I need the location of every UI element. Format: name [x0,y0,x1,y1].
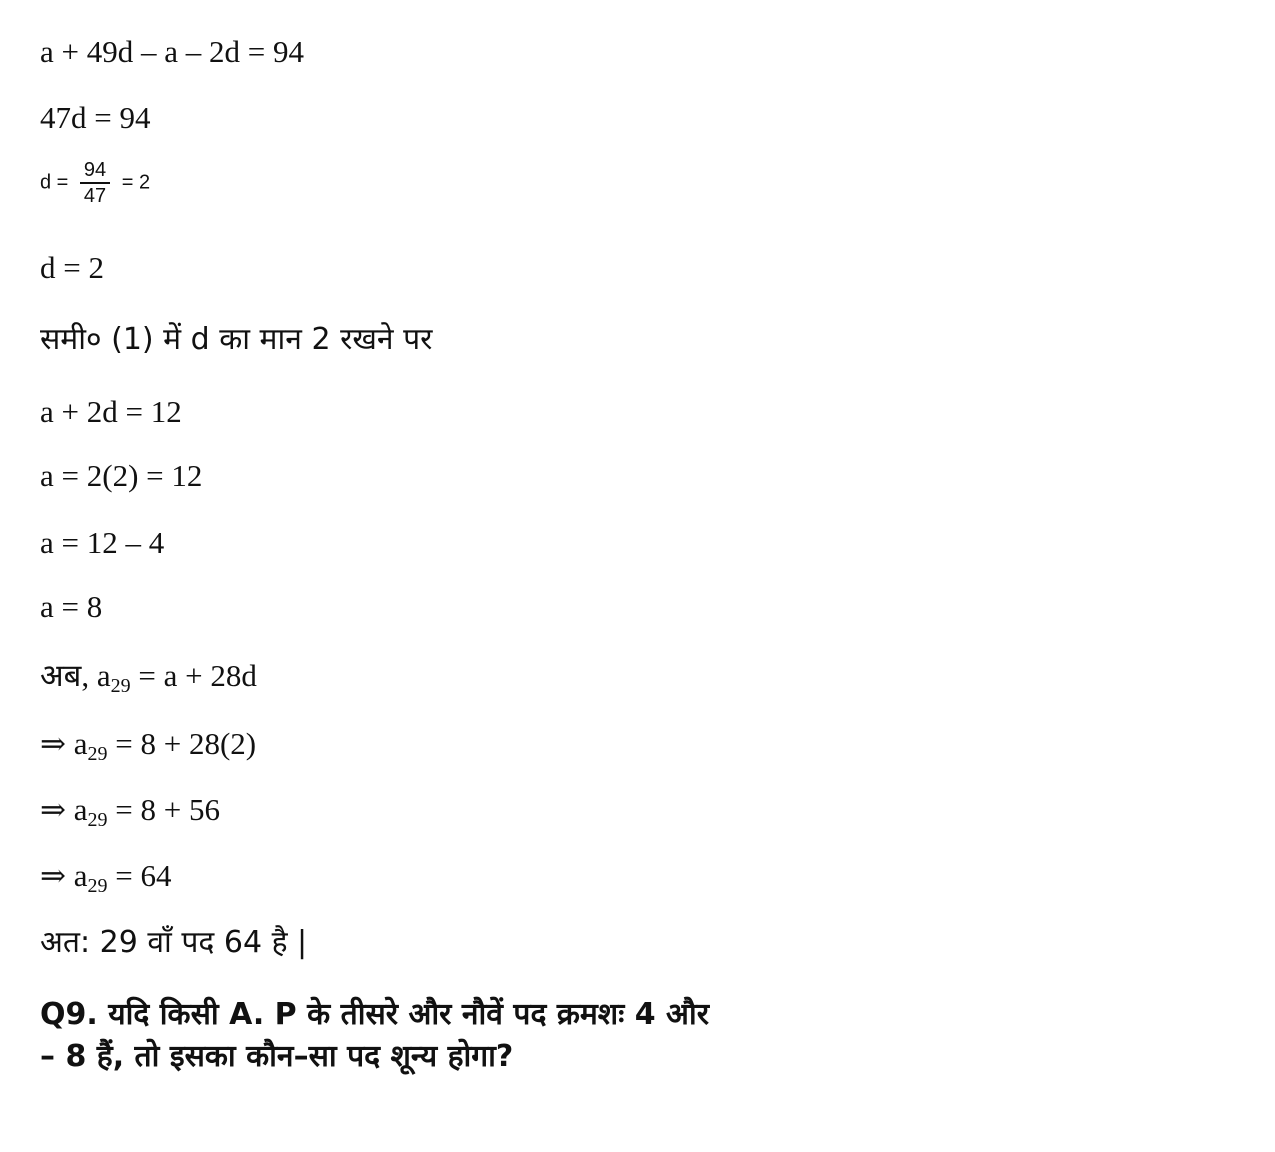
equation-line-a2: a = 2(2) = 12 [40,458,203,493]
equation-line-d: d = 2 [40,250,104,285]
fraction-lhs: d = [40,171,69,194]
equation-line-a1: a + 2d = 12 [40,394,182,429]
equation-line-2: 47d = 94 [40,100,151,135]
conclusion-text: अत: 29 वाँ पद 64 है | [40,925,308,960]
term-formula [40,660,257,696]
fraction-numerator: 94 [80,158,110,184]
term-prefix: अब, a [40,658,111,693]
fraction [80,158,110,208]
fraction-equation [40,158,150,208]
equation-line-a3: a = 12 – 4 [40,525,165,560]
question-line-2: – 8 हैं, तो इसका कौन–सा पद शून्य होगा? [40,1039,514,1074]
term-rest: = a + 28d [130,658,257,693]
equation-line-1: a + 49d – a – 2d = 94 [40,34,304,69]
implication-line-3: ⇒ $a_{29} = 64$ [40,858,172,897]
substitution-text: समी० (1) में d का मान 2 रखने पर [40,322,433,357]
term-subscript: 29 [110,675,131,697]
implication-line-2: ⇒ $a_{29} = 8 + 56$ [40,792,220,831]
fraction-rhs: = 2 [121,171,151,194]
implication-line-1: ⇒ $a_{29} = 8 + 28(2)$ [40,726,257,765]
question-line-1: Q9. यदि किसी A. P के तीसरे और नौवें पद क्रमशः 4 और [40,997,709,1032]
equation-line-a4: a = 8 [40,589,103,624]
fraction-denominator: 47 [83,185,107,207]
